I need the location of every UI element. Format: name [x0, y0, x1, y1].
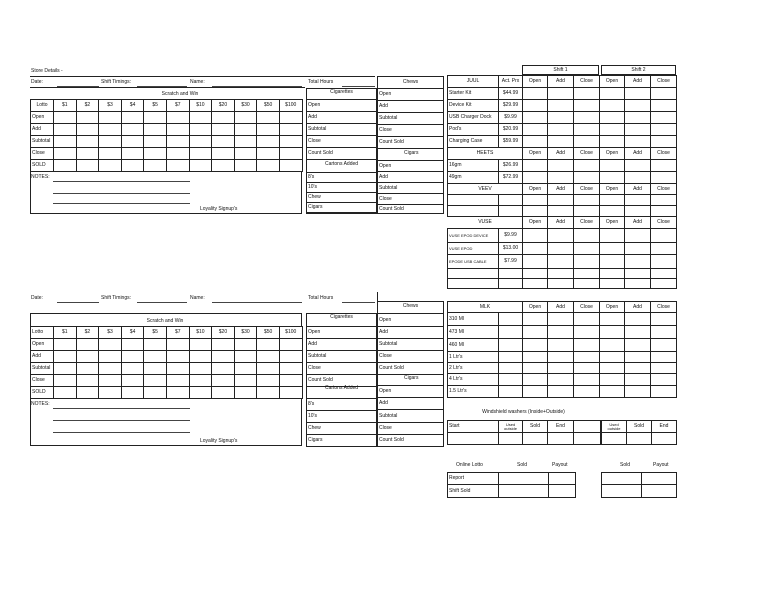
washers-title: Windshield washers (Inside+Outside)	[482, 409, 565, 415]
loyalty-label: Loyality Signup's	[200, 438, 238, 444]
veev-title: VEEV	[448, 184, 523, 195]
col-header: $100	[279, 100, 302, 112]
col-header: Open	[523, 302, 548, 313]
shift1-label: Shift 1	[553, 67, 568, 73]
col-header: $5	[144, 100, 167, 112]
date-label: Date:	[31, 79, 43, 85]
col-header: Add	[548, 76, 574, 88]
cigarettes-table-2	[306, 326, 377, 387]
col-header: $7	[166, 100, 189, 112]
col-header: $10	[189, 327, 212, 339]
col-header: $4	[121, 327, 144, 339]
notes-line[interactable]	[53, 408, 190, 409]
item-price: $9.99	[499, 229, 523, 243]
col-header: $10	[189, 100, 212, 112]
row-label: Open	[31, 112, 54, 124]
item-name: USB Charger Dock	[448, 112, 499, 124]
col-header: End	[548, 421, 574, 433]
row-label: Count Sold	[378, 363, 444, 375]
notes-line[interactable]	[53, 432, 190, 433]
row-label: Add	[31, 124, 54, 136]
row-label: Count Sold	[378, 205, 444, 214]
col-header: Open	[523, 76, 548, 88]
item-price: $9.99	[499, 112, 523, 124]
item-price: $29.99	[499, 100, 523, 112]
row-label: Open	[307, 100, 377, 112]
row-label: SOLD	[31, 160, 54, 172]
washers-table-2	[601, 420, 677, 445]
col-header: Close	[574, 76, 600, 88]
item-name: VUSE EPOD	[448, 243, 499, 255]
online-sold-label-2: Sold	[620, 462, 631, 468]
row-label: Close	[31, 375, 54, 387]
name-field[interactable]	[212, 302, 302, 303]
row-label: Cigars	[307, 435, 377, 447]
col-header: $7	[166, 327, 189, 339]
row-label: Add	[378, 101, 444, 113]
col-header: $100	[279, 327, 302, 339]
row-label: Shift Sold	[448, 485, 499, 498]
row-label: Close	[307, 136, 377, 148]
row-label: 8's	[307, 173, 377, 183]
col-header: Close	[651, 76, 677, 88]
col-header: $1	[54, 100, 77, 112]
row-label: Count Sold	[378, 137, 444, 149]
col-header: Close	[574, 148, 600, 160]
col-header: $30	[234, 100, 257, 112]
online-lotto-table	[447, 472, 576, 498]
col-header: Close	[574, 184, 600, 195]
online-sold-label: Sold	[517, 462, 528, 468]
chews-table-2	[377, 313, 444, 375]
col-header: Open	[523, 217, 548, 229]
col-header: $4	[121, 100, 144, 112]
row-label: Close	[378, 423, 444, 435]
shift2-label: Shift 2	[631, 67, 646, 73]
scratch-table	[30, 99, 303, 172]
name-label: Name:	[190, 295, 205, 301]
item-name: 460 Ml	[448, 339, 499, 352]
col-header: $2	[76, 327, 99, 339]
row-label: Add	[378, 327, 444, 339]
chews-table	[377, 88, 444, 149]
item-name: 4 Ltr's	[448, 374, 499, 386]
row-label: Subtotal	[378, 113, 444, 125]
milk-table	[447, 301, 677, 398]
cartons-title: Cartons Added	[324, 385, 359, 391]
total-hours-field[interactable]	[342, 302, 375, 303]
row-label: Subtotal	[378, 339, 444, 351]
col-header: Lotto	[31, 327, 54, 339]
store-details-label: Store Details -	[31, 68, 63, 74]
item-name: Device Kit	[448, 100, 499, 112]
col-header: End	[652, 421, 677, 433]
row-label: Open	[378, 314, 444, 327]
col-header: Open	[600, 302, 625, 313]
col-header: Add	[625, 76, 651, 88]
notes-line[interactable]	[53, 193, 190, 194]
col-header: Sold	[627, 421, 652, 433]
online-lotto-title: Online Lotto	[456, 462, 483, 468]
row-label: Subtotal	[307, 351, 377, 363]
col-header: $2	[76, 100, 99, 112]
col-header: Close	[651, 302, 677, 313]
row-label: Add	[31, 351, 54, 363]
total-hours-label: Total Hours	[308, 79, 334, 85]
cigars-title: Cigars	[404, 375, 419, 381]
row-label: Close	[378, 125, 444, 137]
date-field[interactable]	[57, 302, 99, 303]
notes-box	[30, 398, 302, 446]
juul-table	[447, 75, 677, 148]
notes-label: NOTES:	[31, 174, 50, 180]
item-price: $26.99	[499, 160, 523, 172]
col-header: Lotto	[31, 100, 54, 112]
total-hours-field[interactable]	[342, 86, 375, 87]
row-label: 10's	[307, 411, 377, 423]
row-label: 10's	[307, 183, 377, 193]
item-name: 2 Ltr's	[448, 363, 499, 374]
col-header: Add	[625, 302, 651, 313]
item-name: Starter Kit	[448, 88, 499, 100]
col-header: Open	[600, 76, 625, 88]
notes-label: NOTES:	[31, 401, 50, 407]
price-header: Act. Prx	[499, 76, 523, 88]
scratch-title: Scratch and Win	[146, 318, 184, 324]
col-header: $20	[212, 100, 235, 112]
col-header: $20	[212, 327, 235, 339]
item-name: Pod's	[448, 124, 499, 136]
row-label: Chew	[307, 423, 377, 435]
washers-table	[447, 420, 601, 445]
col-header: Open	[523, 184, 548, 195]
col-header: Close	[651, 148, 677, 160]
scratch-table-2	[30, 326, 303, 399]
online-lotto-table-2	[601, 472, 677, 498]
col-header: $5	[144, 327, 167, 339]
item-name: Charging Case	[448, 136, 499, 148]
row-label: Subtotal	[378, 410, 444, 423]
cigarettes-title: Cigarettes	[330, 89, 353, 95]
row-label: Count Sold	[307, 375, 377, 387]
cartons-table	[306, 172, 377, 213]
col-header: Add	[548, 148, 574, 160]
milk-title: MLK	[448, 302, 523, 313]
shift-timings-field[interactable]	[137, 302, 187, 303]
col-header: Close	[574, 217, 600, 229]
vuse-table	[447, 216, 677, 289]
cigars-table	[377, 160, 444, 214]
total-hours-label: Total Hours	[308, 295, 334, 301]
col-header: Sold	[523, 421, 548, 433]
item-name: 310 Ml	[448, 313, 499, 326]
row-label: Report	[448, 473, 499, 485]
col-header: Open	[600, 148, 625, 160]
item-price: $44.99	[499, 88, 523, 100]
heets-table	[447, 147, 677, 217]
col-header: $3	[99, 100, 122, 112]
row-label: 8's	[307, 399, 377, 411]
shift-timings-label: Shift Timings:	[101, 295, 132, 301]
row-label: Open	[307, 327, 377, 339]
vuse-title: VUSE	[448, 217, 523, 229]
juul-title: JUUL	[448, 76, 499, 88]
cartons-table-2	[306, 398, 377, 447]
shift-timings-label: Shift Timings:	[101, 79, 132, 85]
col-header: Used outside	[499, 421, 523, 433]
col-header: $50	[257, 100, 280, 112]
col-header: Add	[548, 302, 574, 313]
item-price: $20.99	[499, 124, 523, 136]
col-header: $1	[54, 327, 77, 339]
row-label: Close	[378, 194, 444, 205]
col-header: Used outside	[602, 421, 627, 433]
row-label: Cigars	[307, 203, 377, 213]
online-payout-label: Payout	[552, 462, 568, 468]
col-header: Close	[574, 302, 600, 313]
row-label: Add	[378, 172, 444, 183]
row-label: Open	[378, 89, 444, 101]
item-price: $59.99	[499, 136, 523, 148]
row-label: Count Sold	[378, 435, 444, 447]
col-header: Add	[548, 217, 574, 229]
col-header: Add	[625, 184, 651, 195]
item-name: 1.5 Ltr's	[448, 386, 499, 398]
row-label: Add	[378, 398, 444, 410]
cigars-table-2	[377, 385, 444, 447]
cigars-title: Cigars	[404, 150, 419, 156]
row-label: Count Sold	[307, 148, 377, 160]
loyalty-label: Loyality Signup's	[200, 206, 238, 212]
col-header: Open	[523, 148, 548, 160]
col-header: Add	[625, 148, 651, 160]
col-header: Add	[548, 184, 574, 195]
row-label: Subtotal	[31, 136, 54, 148]
row-label: Close	[307, 363, 377, 375]
row-label: Open	[378, 161, 444, 172]
col-header: Close	[651, 184, 677, 195]
item-name: 16gm	[448, 160, 499, 172]
online-payout-label-2: Payout	[653, 462, 669, 468]
row-label: Close	[378, 351, 444, 363]
item-name: 49gm	[448, 172, 499, 184]
item-price: $7.99	[499, 255, 523, 269]
col-header: Open	[600, 184, 625, 195]
item-price: $13.00	[499, 243, 523, 255]
chews-title: Chews	[402, 303, 419, 309]
row-label: SOLD	[31, 387, 54, 399]
col-header: $50	[257, 327, 280, 339]
cartons-title: Cartons Added	[324, 161, 359, 167]
cigarettes-title: Cigarettes	[330, 314, 353, 320]
row-label: Add	[307, 112, 377, 124]
heets-title: HEETS	[448, 148, 523, 160]
col-header: $30	[234, 327, 257, 339]
notes-line[interactable]	[53, 181, 190, 182]
item-name: EPODE USB CABLE	[448, 255, 499, 269]
col-header: Close	[651, 217, 677, 229]
date-label: Date:	[31, 295, 43, 301]
item-name: 473 Ml	[448, 326, 499, 339]
row-label: Add	[307, 339, 377, 351]
name-label: Name:	[190, 79, 205, 85]
scratch-title: Scratch and Win	[161, 91, 199, 97]
col-header: $3	[99, 327, 122, 339]
notes-line[interactable]	[53, 203, 190, 204]
col-header: Start	[448, 421, 499, 433]
item-name: VUSE EPOD DEVICE	[448, 229, 499, 243]
item-name: 1 Ltr's	[448, 352, 499, 363]
row-label: Subtotal	[31, 363, 54, 375]
row-label: Chew	[307, 193, 377, 203]
notes-line[interactable]	[53, 420, 190, 421]
row-label: Close	[31, 148, 54, 160]
chews-title: Chews	[402, 79, 419, 85]
col-header: Add	[625, 217, 651, 229]
row-label: Subtotal	[307, 124, 377, 136]
item-price: $72.99	[499, 172, 523, 184]
cigarettes-table	[306, 99, 377, 160]
col-header: Open	[600, 217, 625, 229]
row-label: Open	[31, 339, 54, 351]
row-label: Open	[378, 386, 444, 398]
row-label: Subtotal	[378, 183, 444, 194]
